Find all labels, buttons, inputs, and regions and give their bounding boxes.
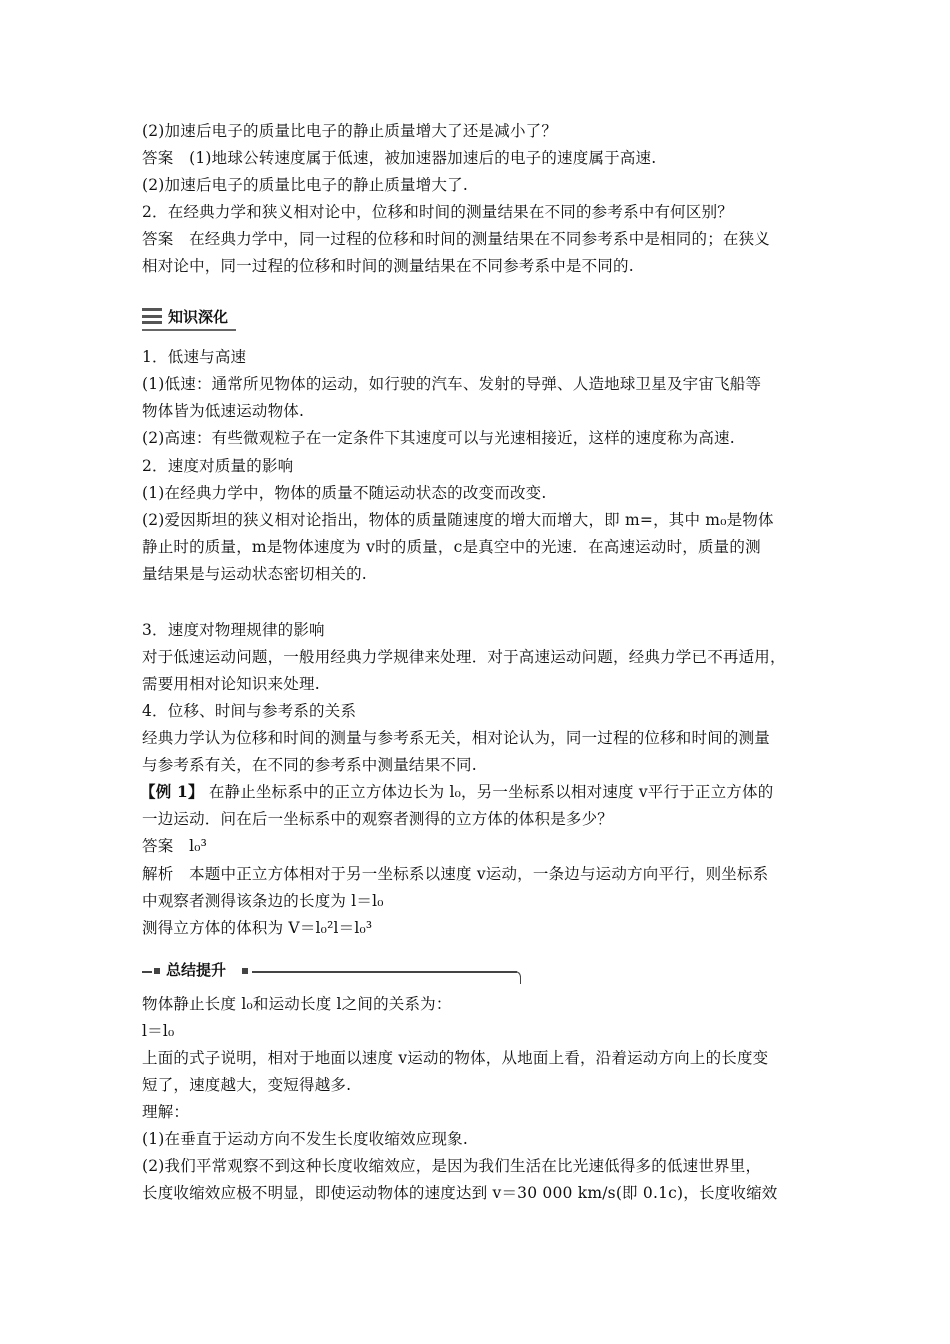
example-analysis: 测得立方体的体积为 V＝l₀²l＝l₀³ <box>142 919 373 937</box>
example-tag: 【例 1】 <box>140 782 204 801</box>
summary-line: 上面的式子说明，相对于地面以速度 v运动的物体，从地面上看，沿着运动方向上的长度变 <box>142 1049 769 1067</box>
example-text: 在静止坐标系中的正立方体边长为 l₀，另一坐标系以相对速度 v平行于正立方体的 <box>208 783 774 801</box>
knowledge-line: (2)高速：有些微观粒子在一定条件下其速度可以与光速相接近，这样的速度称为高速. <box>142 429 735 447</box>
summary-title: 总结提升 <box>166 961 227 979</box>
section-title: 知识深化 <box>168 307 229 326</box>
answer-line: 答案 (1)地球公转速度属于低速，被加速器加速后的电子的速度属于高速. <box>142 149 657 167</box>
knowledge-line: 2．速度对质量的影响 <box>142 457 294 475</box>
knowledge-line: (2)爱因斯坦的狭义相对论指出，物体的质量随速度的增大而增大，即 m=，其中 m₀是物体 <box>142 511 774 529</box>
example-analysis: 中观察者测得该条边的长度为 l＝l₀ <box>142 892 384 910</box>
summary-line: 短了，速度越大，变短得越多. <box>142 1076 352 1094</box>
text-line: (2)加速后电子的质量比电子的静止质量增大了还是减小了？ <box>142 122 558 140</box>
divider <box>514 971 521 984</box>
knowledge-line: 1．低速与高速 <box>142 348 247 366</box>
summary-line: (2)我们平常观察不到这种长度收缩效应，是因为我们生活在比光速低得多的低速世界里， <box>142 1157 762 1175</box>
example-question <box>140 779 773 805</box>
summary-line: 物体静止长度 l₀和运动长度 l之间的关系为： <box>142 995 452 1013</box>
square-bullet-icon <box>154 968 160 974</box>
summary-line: 理解： <box>142 1103 190 1121</box>
example-answer: 答案 l₀³ <box>142 837 208 855</box>
example-question: 一边运动．问在后一坐标系中的观察者测得的立方体的体积是多少？ <box>142 810 614 828</box>
knowledge-line: 量结果是与运动状态密切相关的. <box>142 565 367 583</box>
knowledge-line: 对于低速运动问题，一般用经典力学规律来处理．对于高速运动问题，经典力学已不再适用， <box>142 648 786 666</box>
knowledge-line: 静止时的质量，m是物体速度为 v时的质量，c是真空中的光速．在高速运动时，质量的测 <box>142 538 761 556</box>
divider <box>252 971 517 973</box>
square-bullet-icon <box>242 968 248 974</box>
knowledge-line: (1)低速：通常所见物体的运动，如行驶的汽车、发射的导弹、人造地球卫星及宇宙飞船等 <box>142 375 762 393</box>
summary-heading <box>142 961 520 984</box>
knowledge-line: 4．位移、时间与参考系的关系 <box>142 702 357 720</box>
list-icon <box>142 308 162 324</box>
knowledge-line: 与参考系有关，在不同的参考系中测量结果不同. <box>142 756 477 774</box>
text-line: (2)加速后电子的质量比电子的静止质量增大了. <box>142 176 468 194</box>
knowledge-line: 经典力学认为位移和时间的测量与参考系无关，相对论认为，同一过程的位移和时间的测量 <box>142 729 771 747</box>
text-line: 相对论中，同一过程的位移和时间的测量结果在不同参考系中是不同的. <box>142 257 634 275</box>
knowledge-line: 物体皆为低速运动物体. <box>142 402 305 420</box>
summary-line: 长度收缩效应极不明显，即使运动物体的速度达到 v＝30 000 km/s(即 0.1c)，长度收缩效 <box>142 1184 778 1202</box>
summary-formula: l＝l₀ <box>142 1022 175 1040</box>
knowledge-line: 需要用相对论知识来处理. <box>142 675 320 693</box>
example-analysis: 解析 本题中正立方体相对于另一坐标系以速度 v运动，一条边与运动方向平行，则坐标系 <box>142 865 769 883</box>
answer-line: 答案 在经典力学中，同一过程的位移和时间的测量结果在不同参考系中是相同的；在狭义 <box>142 230 771 248</box>
summary-line: (1)在垂直于运动方向不发生长度收缩效应现象. <box>142 1130 468 1148</box>
knowledge-line: (1)在经典力学中，物体的质量不随运动状态的改变而改变. <box>142 484 547 502</box>
section-heading <box>142 303 228 329</box>
knowledge-line: 3．速度对物理规律的影响 <box>142 621 325 639</box>
divider <box>142 971 152 973</box>
question-line: 2．在经典力学和狭义相对论中，位移和时间的测量结果在不同的参考系中有何区别？ <box>142 203 733 221</box>
section-underline <box>142 329 236 331</box>
